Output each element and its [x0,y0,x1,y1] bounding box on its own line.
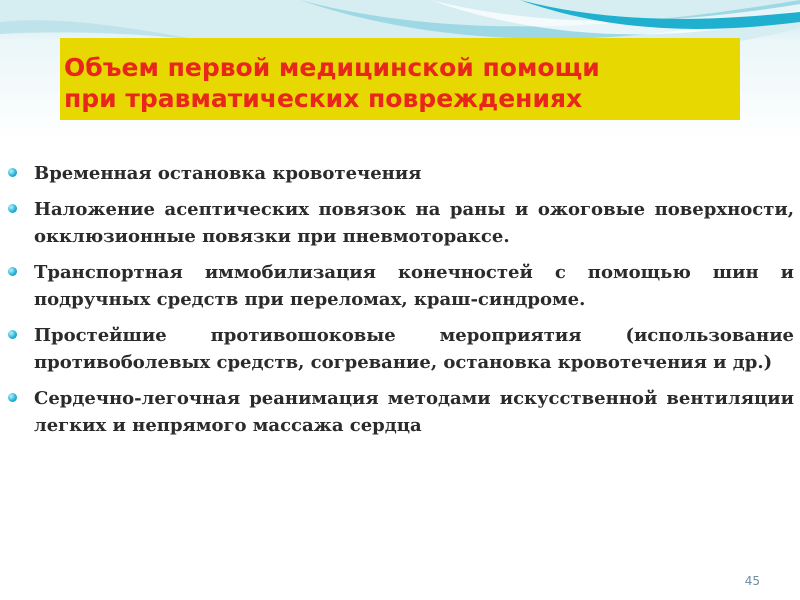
round-dot-icon [8,267,17,276]
bullet-text: Сердечно-легочная реанимация методами искусственной вентиляции легких и непрямого массажа сердца [34,388,794,436]
round-dot-icon [8,168,17,177]
list-item [4,196,794,250]
bullet-list [4,160,794,448]
bullet-text: Наложение асептических повязок на раны и ожоговые поверхности, окклюзионные повязки при пневмотораксе. [34,199,794,247]
bullet-text: Временная остановка кровотечения [34,163,422,184]
list-item [4,259,794,313]
bullet-text: Простейшие противошоковые мероприятия (использование противоболевых средств, согревание, остановка кровотечения и др.) [34,325,794,373]
round-dot-icon [8,393,17,402]
list-item [4,385,794,439]
title-line-2: при травматических повреждениях [64,84,583,113]
bullet-text: Транспортная иммобилизация конечностей с помощью шин и подручных средств при переломах, краш-синдроме. [34,262,794,310]
list-item [4,160,794,187]
title-line-1: Объем первой медицинской помощи [64,53,600,82]
list-item [4,322,794,376]
round-dot-icon [8,330,17,339]
round-dot-icon [8,204,17,213]
page-number: 45 [744,574,760,588]
title-box [60,38,740,120]
